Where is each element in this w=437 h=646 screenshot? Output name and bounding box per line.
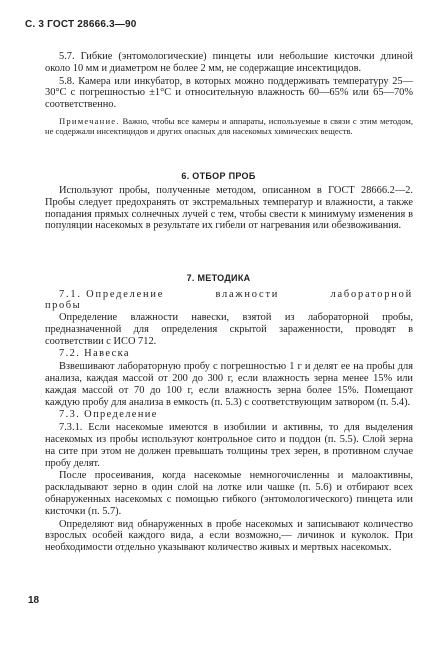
heading-7-1-part1: 7.1. Определение [59, 289, 165, 300]
running-header: С. 3 ГОСТ 28666.3—90 [25, 19, 137, 30]
note-text: Важно, чтобы все камеры и аппараты, используемые в связи с этим методом, не содержали инсектицидов и других опасных для насекомых химических веществ. [45, 115, 413, 136]
section-7-block [45, 289, 413, 555]
note-label: Примечание. [59, 115, 120, 126]
heading-7-1-part2: влажности [215, 289, 280, 300]
paragraph-7-1: Определение влажности навески, взятой из лабораторной пробы, предназначенной для определения скрытой зараженности, проводят в соответствии с ИСО 712. [45, 312, 413, 347]
paragraph-5-7: 5.7. Гибкие (энтомологические) пинцеты или небольшие кисточки длиной около 10 мм и диаметром не более 2 мм, не содержащие инсектицидов. [45, 51, 413, 74]
paragraph-6: Используют пробы, полученные методом, описанном в ГОСТ 28666.2—2. Пробы следует предохранять от экстремальных температур и влажности, а также попадания прямых солнечных лучей с тем, чтобы свести к минимуму изменения в популяции насекомых в результате их гибели от нагревания или обезвоживания. [45, 185, 413, 232]
paragraph-7-3-2: После просеивания, когда насекомые немногочисленны и малоактивны, раскладывают зерно в один слой на лотке или чашке (п. 5.6) и отбирают всех обнаруженных насекомых с помощью гибкого (энтомологического) пинцета или кисточки (п. 5.7). [45, 470, 413, 517]
paragraph-7-2: Взвешивают лабораторную пробу с погрешностью 1 г и делят ее на пробы для анализа, каждая массой от 200 до 300 г, если влажность зерна менее 15% или каждая массой от 70 до 100 г, если влажность зерна более 15%. Помещают каждую пробу для анализа в емкость (п. 5.3) с соответствующим затвором (п. 5.4). [45, 361, 413, 408]
note-paragraph [45, 116, 413, 136]
section-6-block [45, 185, 413, 233]
heading-7-1 [45, 289, 413, 300]
heading-7-1-part3: лабораторной [330, 289, 413, 300]
heading-7-1-cont: пробы [45, 300, 82, 311]
heading-7-2: 7.2. Навеска [59, 348, 130, 360]
paragraph-5-8: 5.8. Камера или инкубатор, в которых можно поддерживать температуру 25—30°С с погрешностью ±1°С и относительную влажность 60—65% или 65—70% соответственно. [45, 75, 413, 111]
paragraph-7-3-3: Определяют вид обнаруженных в пробе насекомых и записывают количество взрослых особей каждого вида, а если возможно,— личинок и куколок. При необходимости отдельно указывают количество живых и мертвых насекомых. [45, 518, 413, 554]
section-5-block [45, 51, 413, 136]
paragraph-7-3-1: 7.3.1. Если насекомые имеются в изобилии и активны, то для выделения насекомых из пробы используют контрольное сито и поддон (п. 5.5). Слой зерна на сите при этом не должен превышать толщины трех зерен, в противном случае пробу делят. [45, 422, 413, 469]
heading-7-3: 7.3. Определение [59, 409, 158, 421]
heading-section-7: 7. МЕТОДИКА [186, 273, 251, 283]
page-number: 18 [28, 595, 40, 606]
heading-section-6: 6. ОТБОР ПРОБ [181, 171, 256, 181]
